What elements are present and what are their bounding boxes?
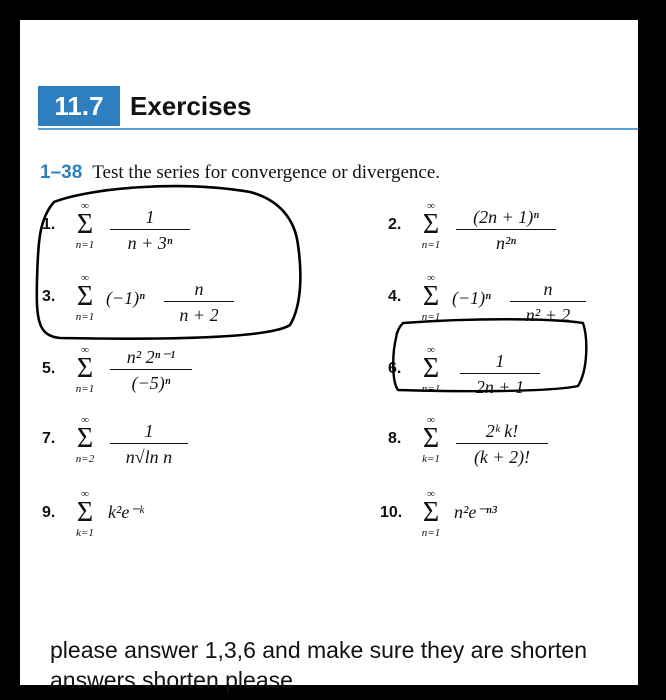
- lower-limit: n=1: [421, 383, 441, 395]
- denominator: n²ⁿ: [495, 233, 517, 253]
- denominator: n + 3ⁿ: [127, 233, 173, 253]
- exercise-number: 1.: [42, 216, 56, 233]
- series-term: n²e⁻ⁿ³: [454, 502, 497, 522]
- summation-sign: ∞ Σ n=1: [416, 272, 446, 324]
- exercise-number: 9.: [42, 504, 56, 521]
- numerator: 1: [144, 421, 154, 441]
- upper-limit: ∞: [81, 414, 89, 426]
- question-note: please answer 1,3,6 and make sure they are shorten answers shorten please: [50, 637, 587, 693]
- textbook-page: [20, 20, 638, 693]
- upper-limit: ∞: [81, 272, 89, 284]
- exercise-number: 2.: [388, 216, 402, 233]
- summation-sign: ∞ Σ n=2: [70, 414, 100, 466]
- lower-limit: n=2: [75, 453, 95, 465]
- instructions-text: Test the series for convergence or divergence.: [92, 162, 441, 183]
- numerator: n: [543, 279, 553, 299]
- numerator: 1: [145, 207, 155, 227]
- section-title: Exercises: [130, 91, 252, 121]
- denominator: (k + 2)!: [473, 447, 531, 467]
- summation-sign: ∞ Σ n=1: [70, 200, 100, 252]
- exercise-number: 3.: [42, 288, 56, 305]
- upper-limit: ∞: [427, 200, 435, 212]
- upper-limit: ∞: [81, 488, 89, 500]
- upper-limit: ∞: [81, 344, 89, 356]
- lower-limit: n=1: [421, 311, 441, 323]
- summation-sign: ∞ Σ k=1: [416, 414, 446, 466]
- lower-limit: n=1: [75, 239, 95, 251]
- handwritten-circles: [20, 20, 638, 685]
- summation-sign: ∞ Σ n=1: [70, 272, 100, 324]
- lower-limit: n=1: [75, 383, 95, 395]
- summation-sign: ∞ Σ n=1: [416, 344, 446, 396]
- denominator: n√ln n: [125, 447, 173, 467]
- upper-limit: ∞: [427, 344, 435, 356]
- circle-around-6: [393, 319, 586, 391]
- upper-limit: ∞: [427, 272, 435, 284]
- summation-sign: ∞ Σ n=1: [416, 488, 446, 540]
- section-number: 11.7: [38, 86, 120, 126]
- summation-sign: ∞ Σ k=1: [70, 488, 100, 540]
- lower-limit: k=1: [76, 527, 94, 539]
- exercise-number: 7.: [42, 430, 56, 447]
- exercise-number: 5.: [42, 360, 56, 377]
- exercise-number: 4.: [388, 288, 402, 305]
- denominator: n + 2: [179, 305, 219, 325]
- summation-sign: ∞ Σ n=1: [70, 344, 100, 396]
- numerator: (2n + 1)ⁿ: [473, 207, 539, 227]
- denominator: 2n + 1: [475, 377, 525, 397]
- sign-factor: (−1)ⁿ: [106, 288, 145, 308]
- exercise-number: 10.: [380, 504, 403, 521]
- numerator: n² 2ⁿ⁻¹: [126, 347, 176, 367]
- upper-limit: ∞: [81, 200, 89, 212]
- series-term: k²e⁻ᵏ: [108, 502, 144, 522]
- upper-limit: ∞: [427, 488, 435, 500]
- denominator: n² + 2: [525, 305, 571, 325]
- summation-sign: ∞ Σ n=1: [416, 200, 446, 252]
- numerator: n: [194, 279, 204, 299]
- lower-limit: n=1: [75, 311, 95, 323]
- upper-limit: ∞: [427, 414, 435, 426]
- numerator: 1: [495, 351, 505, 371]
- circle-around-1-and-3: [37, 186, 301, 339]
- exercise-number: 6.: [388, 360, 402, 377]
- numerator: 2ᵏ k!: [485, 421, 519, 441]
- lower-limit: n=1: [421, 527, 441, 539]
- lower-limit: n=1: [421, 239, 441, 251]
- denominator: (−5)ⁿ: [131, 373, 171, 393]
- exercise-range: 1–38: [40, 162, 83, 183]
- exercise-number: 8.: [388, 430, 402, 447]
- sign-factor: (−1)ⁿ: [452, 288, 491, 308]
- lower-limit: k=1: [422, 453, 440, 465]
